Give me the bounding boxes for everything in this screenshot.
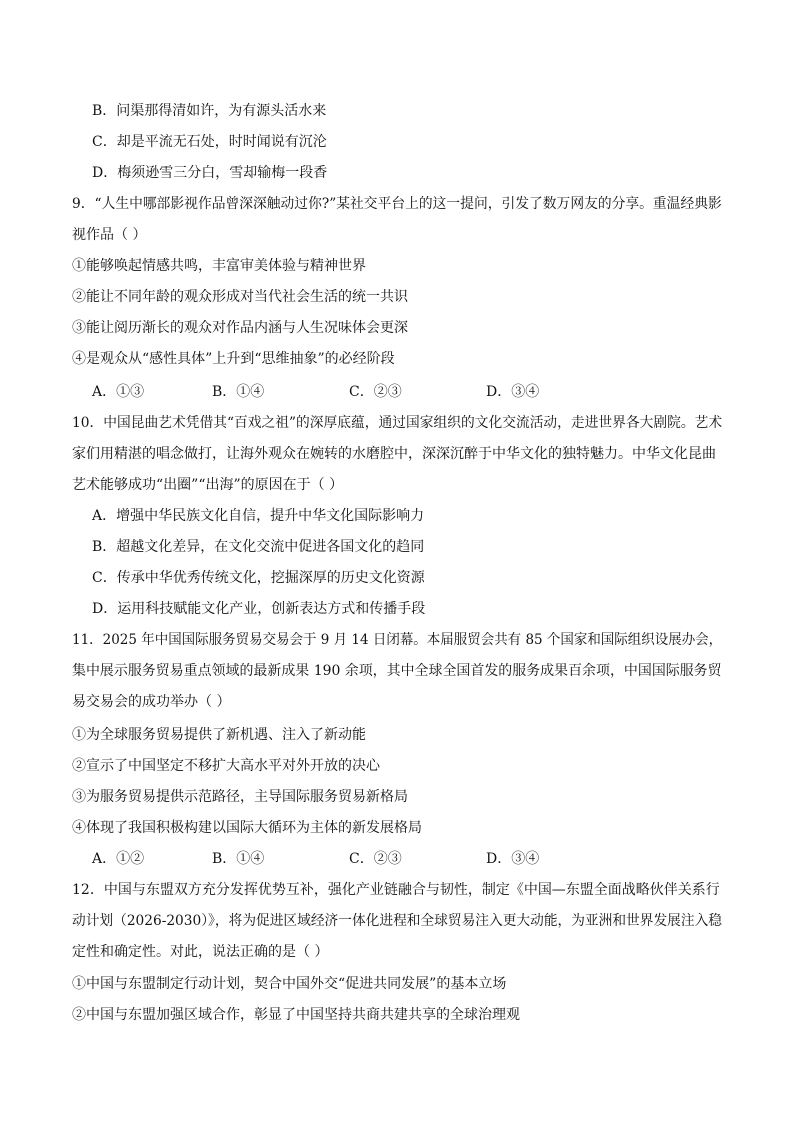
q11-stem-line-2: 集中展示服务贸易重点领域的最新成果 190 余项，其中全球全国首发的服务成果百余项，中国国际服务贸 <box>72 663 722 679</box>
q9-stem-line-2: 视作品（ ） <box>72 227 147 243</box>
q9-choice-d: D．③④ <box>486 384 540 400</box>
q11-statement-4: ④体现了我国积极构建以国际大循环为主体的新发展格局 <box>72 820 422 836</box>
q11-statement-1: ①为全球服务贸易提供了新机遇、注入了新动能 <box>72 727 366 743</box>
q12-stem-line-2: 动计划（2026-2030）》，将为促进区域经济一体化进程和全球贸易注入更大动能，为亚洲和世界发展注入稳 <box>72 913 722 929</box>
q11-choice-a: A．①② <box>92 851 145 867</box>
q11-choice-d: D．③④ <box>486 851 540 867</box>
q9-stem-line-1: 9．“人生中哪部影视作品曾深深触动过你?”某社交平台上的这一提问，引发了数万网友的分享。重温经典影 <box>72 196 722 212</box>
q9-choice-c: C．②③ <box>349 384 402 400</box>
q11-choice-c: C．②③ <box>349 851 402 867</box>
q12-statement-2: ②中国与东盟加强区域合作，彰显了中国坚持共商共建共享的全球治理观 <box>72 1007 520 1023</box>
q9-statement-3: ③能让阅历渐长的观众对作品内涵与人生况味体会更深 <box>72 320 408 336</box>
q12-stem-line-1: 12．中国与东盟双方充分发挥优势互补，强化产业链融合与韧性，制定《中国—东盟全面战略伙伴关系行 <box>72 882 720 898</box>
q10-stem-line-1: 10．中国昆曲艺术凭借其“百戏之祖”的深厚底蕴，通过国家组织的文化交流活动，走进世界各大剧院。艺术 <box>72 415 723 431</box>
q9-statement-1: ①能够唤起情感共鸣，丰富审美体验与精神世界 <box>72 258 366 274</box>
q10-option-a: A．增强中华民族文化自信，提升中华文化国际影响力 <box>92 508 425 524</box>
q8-option-b: B．问渠那得清如许，为有源头活水来 <box>92 103 327 119</box>
q9-statement-4: ④是观众从“感性具体”上升到“思维抽象”的必经阶段 <box>72 351 395 367</box>
q10-stem-line-3: 艺术能够成功“出圈”“出海”的原因在于（ ） <box>72 477 344 493</box>
q9-choice-a: A．①③ <box>92 384 145 400</box>
q10-option-d: D．运用科技赋能文化产业，创新表达方式和传播手段 <box>92 601 426 617</box>
q9-statement-2: ②能让不同年龄的观众形成对当代社会生活的统一共识 <box>72 289 408 305</box>
q10-stem-line-2: 家们用精湛的唱念做打，让海外观众在婉转的水磨腔中，深深沉醉于中华文化的独特魅力。中华文化昆曲 <box>72 446 716 462</box>
q11-choice-b: B．①④ <box>212 851 265 867</box>
q11-stem-line-1: 11．2025 年中国国际服务贸易交易会于 9 月 14 日闭幕。本届服贸会共有 85 个国家和国际组织设展办会， <box>72 632 723 648</box>
q11-statement-3: ③为服务贸易提供示范路径，主导国际服务贸易新格局 <box>72 789 408 805</box>
q10-option-b: B．超越文化差异，在文化交流中促进各国文化的趋同 <box>92 539 425 555</box>
q11-stem-line-3: 易交易会的成功举办（ ） <box>72 694 231 710</box>
q12-stem-line-3: 定性和确定性。对此，说法正确的是（ ） <box>72 944 329 960</box>
q11-statement-2: ②宣示了中国坚定不移扩大高水平对外开放的决心 <box>72 758 380 774</box>
q8-option-d: D．梅须逊雪三分白，雪却输梅一段香 <box>92 165 328 181</box>
q9-choice-b: B．①④ <box>212 384 265 400</box>
q8-option-c: C．却是平流无石处，时时闻说有沉沦 <box>92 134 327 150</box>
q12-statement-1: ①中国与东盟制定行动计划，契合中国外交“促进共同发展”的基本立场 <box>72 976 507 992</box>
q10-option-c: C．传承中华优秀传统文化，挖掘深厚的历史文化资源 <box>92 570 425 586</box>
